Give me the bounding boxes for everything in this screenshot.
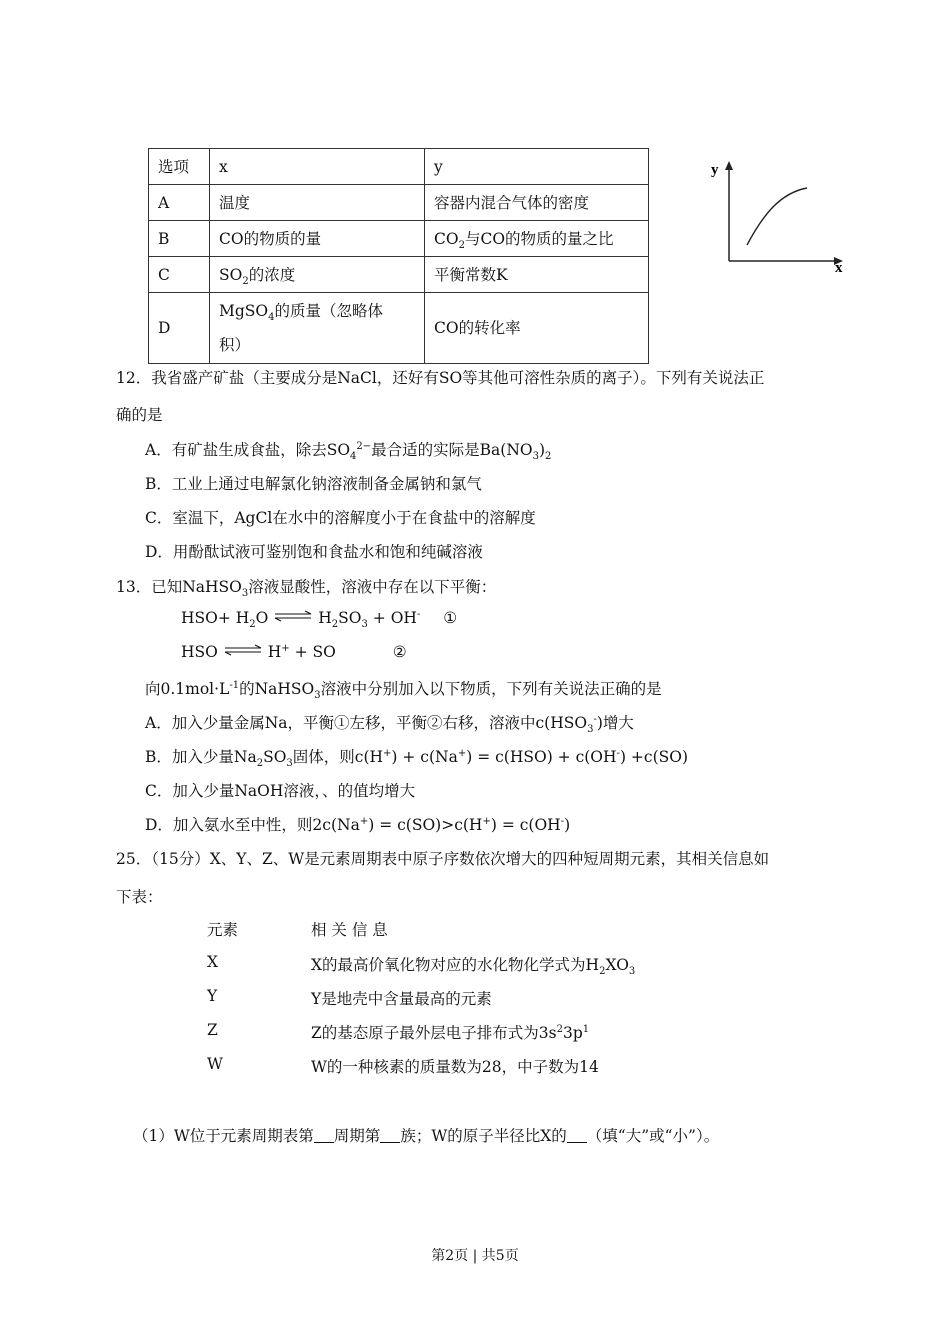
table-row	[149, 221, 649, 257]
text: ) +c(SO)	[619, 748, 688, 766]
q13-option-c: C．加入少量NaOH溶液，、的值均增大	[145, 782, 416, 800]
text: H	[318, 609, 332, 627]
subscript: 2	[545, 451, 552, 463]
text: SO	[263, 748, 287, 766]
options-table	[148, 148, 649, 364]
text: A．加入少量金属Na，平衡①左移，平衡②右移，溶液中c(HSO	[145, 714, 588, 732]
text: 周期第	[333, 1127, 381, 1145]
q12-stem-line2: 确的是	[116, 406, 163, 424]
text: B．加入少量Na	[145, 748, 257, 766]
equation-number: ②	[392, 643, 407, 661]
text: CO	[434, 229, 459, 248]
text: 积）	[219, 336, 251, 354]
table-cell: D	[149, 293, 210, 364]
table-row	[149, 293, 649, 364]
subscript: 3	[286, 758, 293, 770]
text: 族；W的原子半径比X的	[400, 1127, 567, 1145]
text: + OH	[367, 609, 417, 627]
subscript: 4	[350, 451, 357, 463]
subscript: 2	[599, 966, 606, 978]
text: ) + c(Na	[391, 748, 458, 766]
y-label: y	[711, 162, 719, 178]
subscript: 3	[241, 588, 249, 600]
text: SO	[219, 265, 243, 284]
table-cell	[210, 293, 425, 364]
answer-blank[interactable]	[314, 1128, 334, 1143]
subscript: 2	[256, 758, 264, 770]
x-label: x	[835, 260, 843, 275]
element-w-info: W的一种核素的质量数为28，中子数为14	[311, 1058, 599, 1076]
subscript: 3	[314, 690, 321, 702]
equation-number: ①	[443, 609, 458, 627]
text: O	[255, 609, 269, 627]
text: )	[564, 816, 571, 834]
subscript: 2	[249, 619, 256, 631]
text: ) = c(HSO) + c(OH	[466, 748, 617, 766]
y-axis-arrow	[725, 161, 733, 170]
q13-option-b	[145, 745, 688, 770]
subscript: 3	[532, 451, 539, 463]
superscript: -	[560, 815, 565, 827]
info-col-header: 相 关 信 息	[311, 921, 388, 939]
text: ) = c(SO)>c(H	[368, 816, 483, 834]
q12-stem-line1: 12．我省盛产矿盐（主要成分是NaCl，还好有SO等其他可溶性杂质的离子）。下列有关说法正	[116, 369, 765, 387]
text: + SO	[289, 643, 336, 661]
q12-option-a	[145, 438, 552, 463]
q13-equation-1	[181, 608, 458, 631]
text: MgSO	[219, 302, 269, 320]
q13-option-d	[145, 813, 570, 835]
curve	[747, 188, 807, 245]
table-cell	[210, 257, 425, 293]
table-cell: y	[425, 149, 649, 185]
q25-subquestion-1	[133, 1124, 719, 1146]
table-cell: x	[210, 149, 425, 185]
text: H	[267, 643, 282, 661]
element-z-info	[311, 1021, 589, 1043]
answer-blank[interactable]	[567, 1128, 587, 1143]
superscript: +	[359, 815, 369, 827]
subscript: 3	[628, 966, 636, 978]
element-z: Z	[207, 1021, 218, 1039]
text: Z的基态原子最外层电子排布式为3s	[311, 1024, 557, 1042]
table-cell: B	[149, 221, 210, 257]
element-col-header: 元素	[207, 921, 239, 939]
text: D．加入氨水至中性，则2c(Na	[145, 816, 360, 834]
superscript: 2−	[356, 440, 372, 452]
text: 最合适的实际是Ba(NO	[371, 441, 533, 459]
element-w: W	[207, 1055, 223, 1073]
table-cell: CO的物质的量	[210, 221, 425, 257]
equilibrium-arrows-icon	[273, 610, 313, 622]
text: 固体，则c(H	[292, 748, 384, 766]
subscript: 3	[361, 619, 368, 631]
text: 与CO的物质的量之比	[464, 229, 614, 248]
text: 的浓度	[248, 265, 296, 284]
q13-option-a	[145, 711, 634, 736]
table-cell: 选项	[149, 149, 210, 185]
text: （1）W位于元素周期表第	[133, 1127, 314, 1145]
table-cell: 容器内混合气体的密度	[425, 185, 649, 221]
superscript: +	[281, 642, 290, 654]
text: 13．已知NaHSO	[116, 578, 242, 596]
superscript: -	[593, 713, 597, 725]
q25-stem-line1: 25．（15分）X、Y、Z、W是元素周期表中原子序数依次增大的四种短周期元素，其相关信息如	[116, 850, 770, 868]
subscript: 2	[242, 275, 249, 287]
text: HSO	[181, 643, 218, 661]
text: 的NaHSO	[239, 680, 315, 698]
table-cell: CO的转化率	[425, 293, 649, 364]
element-y: Y	[207, 987, 218, 1005]
superscript: 1	[582, 1023, 590, 1035]
answer-blank[interactable]	[380, 1128, 400, 1143]
text: X的最高价氧化物对应的水化物化学式为H	[311, 956, 600, 974]
subscript: 3	[587, 724, 594, 736]
table-cell	[425, 221, 649, 257]
text: SO	[338, 609, 362, 627]
q25-stem-line2: 下表：	[116, 888, 163, 906]
text: ) = c(OH	[490, 816, 561, 834]
superscript: +	[383, 747, 392, 759]
q13-stem	[116, 575, 497, 600]
text: （填“大”或“小”）。	[586, 1127, 720, 1145]
equilibrium-arrows-icon	[223, 644, 263, 656]
text: 向0.1mol·L	[145, 680, 230, 698]
text: 3p	[562, 1024, 583, 1042]
text: )	[538, 441, 546, 459]
text: A．有矿盐生成食盐，除去SO	[145, 441, 351, 459]
superscript: 2	[556, 1023, 563, 1035]
element-y-info: Y是地壳中含量最高的元素	[311, 990, 492, 1008]
page-footer: 第2页 | 共5页	[431, 1248, 519, 1264]
table-row	[149, 257, 649, 293]
q12-option-c: C．室温下，AgCl在水中的溶解度小于在食盐中的溶解度	[145, 509, 536, 527]
table-header-row	[149, 149, 649, 185]
text: 的质量（忽略体	[274, 302, 384, 320]
subscript: 2	[331, 619, 339, 631]
text: HSO+ H	[181, 609, 250, 627]
table-cell: 平衡常数K	[425, 257, 649, 293]
xy-graph	[705, 155, 855, 275]
text: )增大	[596, 714, 634, 732]
q13-intro	[145, 677, 662, 702]
text: 溶液中分别加入以下物质，下列有关说法正确的是	[320, 680, 662, 698]
subscript: 2	[458, 239, 465, 251]
table-cell: C	[149, 257, 210, 293]
text: 溶液显酸性，溶液中存在以下平衡：	[248, 578, 497, 596]
table-row	[149, 185, 649, 221]
superscript: +	[457, 747, 467, 759]
superscript: +	[482, 815, 491, 827]
superscript: -1	[229, 679, 240, 691]
element-x: X	[207, 953, 219, 971]
table-cell: 温度	[210, 185, 425, 221]
superscript: -	[416, 608, 421, 620]
q12-option-b: B．工业上通过电解氯化钠溶液制备金属钠和氯气	[145, 475, 482, 493]
superscript: -	[616, 747, 620, 759]
table-cell: A	[149, 185, 210, 221]
q12-option-d: D．用酚酞试液可鉴别饱和食盐水和饱和纯碱溶液	[145, 543, 483, 561]
subscript: 4	[268, 312, 275, 324]
element-x-info	[311, 953, 636, 978]
text: XO	[605, 956, 629, 974]
q13-equation-2	[181, 643, 407, 661]
